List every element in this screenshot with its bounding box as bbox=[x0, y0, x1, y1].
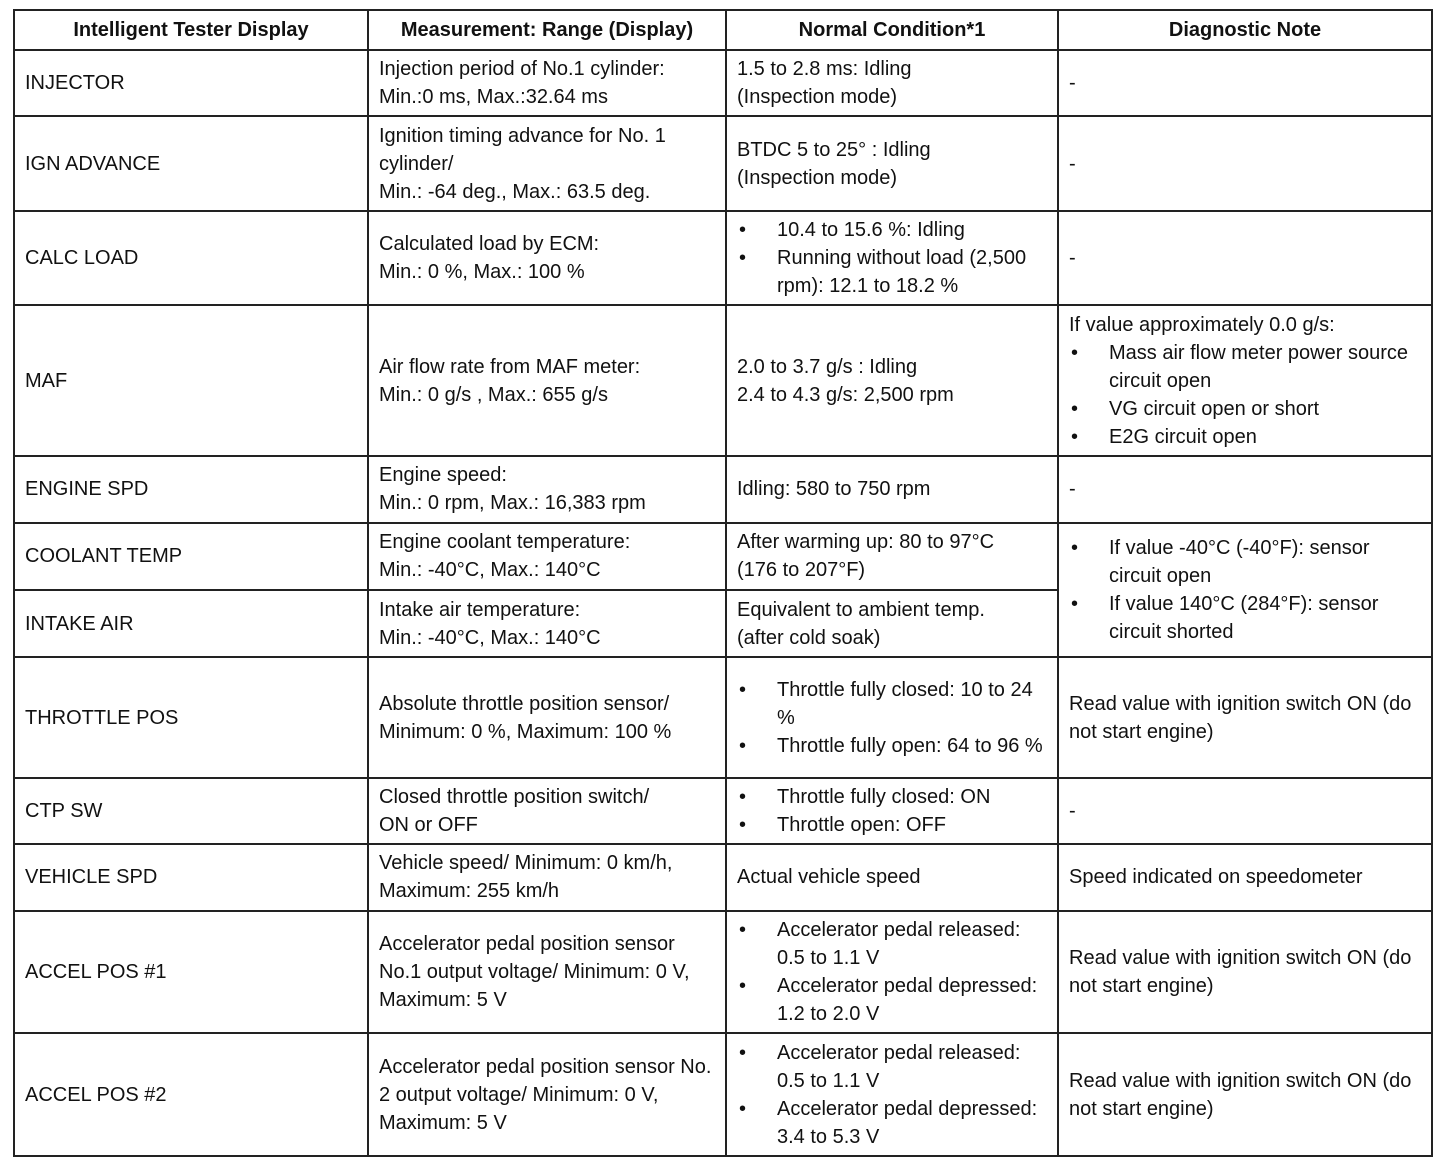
measurement-range: Air flow rate from MAF meter: Min.: 0 g/s , Max.: 655 g/s bbox=[368, 305, 726, 456]
list-item: • Mass air flow meter power source circuit open bbox=[1069, 339, 1421, 395]
item-name: MAF bbox=[14, 305, 368, 456]
data-list-table bbox=[13, 9, 1433, 1157]
list-item: • Throttle fully closed: 10 to 24 % bbox=[737, 676, 1047, 732]
diagnostic-note: If value approximately 0.0 g/s: • Mass air flow meter power source circuit open • VG circuit open or short • E2G circuit open bbox=[1058, 305, 1432, 456]
diagnostic-note: Read value with ignition switch ON (do not start engine) bbox=[1058, 911, 1432, 1034]
item-name: IGN ADVANCE bbox=[14, 116, 368, 211]
table-row bbox=[14, 456, 1432, 522]
list-item: • E2G circuit open bbox=[1069, 423, 1421, 451]
item-name: COOLANT TEMP bbox=[14, 523, 368, 590]
measurement-range: Vehicle speed/ Minimum: 0 km/h, Maximum: 255 km/h bbox=[368, 844, 726, 910]
table-row bbox=[14, 911, 1432, 1034]
list-item: • If value -40°C (-40°F): sensor circuit open bbox=[1069, 534, 1421, 590]
table-row bbox=[14, 523, 1432, 590]
diagnostic-note bbox=[1058, 523, 1432, 658]
item-name: ACCEL POS #1 bbox=[14, 911, 368, 1034]
diagnostic-note: Read value with ignition switch ON (do not start engine) bbox=[1058, 657, 1432, 778]
item-name: VEHICLE SPD bbox=[14, 844, 368, 910]
table-row bbox=[14, 778, 1432, 844]
list-item: • Throttle fully open: 64 to 96 % bbox=[737, 732, 1047, 760]
diagnostic-note: Read value with ignition switch ON (do not start engine) bbox=[1058, 1033, 1432, 1156]
diagnostic-note: - bbox=[1058, 211, 1432, 306]
list-item: • Accelerator pedal released: 0.5 to 1.1 V bbox=[737, 916, 1047, 972]
normal-condition: After warming up: 80 to 97°C (176 to 207°F) bbox=[726, 523, 1058, 590]
normal-condition: Equivalent to ambient temp. (after cold soak) bbox=[726, 590, 1058, 657]
measurement-range: Engine speed: Min.: 0 rpm, Max.: 16,383 rpm bbox=[368, 456, 726, 522]
table-row bbox=[14, 844, 1432, 910]
item-name: CALC LOAD bbox=[14, 211, 368, 306]
measurement-range: Absolute throttle position sensor/ Minimum: 0 %, Maximum: 100 % bbox=[368, 657, 726, 778]
header-normal-condition: Normal Condition*1 bbox=[726, 10, 1058, 50]
list-item: • Accelerator pedal depressed: 1.2 to 2.0 V bbox=[737, 972, 1047, 1028]
diagnostic-note: - bbox=[1058, 116, 1432, 211]
measurement-range: Accelerator pedal position sensor No. 2 output voltage/ Minimum: 0 V, Maximum: 5 V bbox=[368, 1033, 726, 1156]
item-name: ACCEL POS #2 bbox=[14, 1033, 368, 1156]
list-item: • Throttle open: OFF bbox=[737, 811, 1047, 839]
measurement-range: Closed throttle position switch/ ON or OFF bbox=[368, 778, 726, 844]
table-row bbox=[14, 657, 1432, 778]
normal-condition bbox=[726, 911, 1058, 1034]
header-tester-display: Intelligent Tester Display bbox=[14, 10, 368, 50]
measurement-range: Ignition timing advance for No. 1 cylinder/ Min.: -64 deg., Max.: 63.5 deg. bbox=[368, 116, 726, 211]
normal-condition bbox=[726, 211, 1058, 306]
measurement-range: Calculated load by ECM: Min.: 0 %, Max.: 100 % bbox=[368, 211, 726, 306]
list-item: • 10.4 to 15.6 %: Idling bbox=[737, 216, 1047, 244]
normal-condition bbox=[726, 657, 1058, 778]
header-diagnostic-note: Diagnostic Note bbox=[1058, 10, 1432, 50]
list-item: • Accelerator pedal depressed: 3.4 to 5.3 V bbox=[737, 1095, 1047, 1151]
header-row bbox=[14, 10, 1432, 50]
diagnostic-note: - bbox=[1058, 50, 1432, 116]
list-item: • Accelerator pedal released: 0.5 to 1.1 V bbox=[737, 1039, 1047, 1095]
item-name: ENGINE SPD bbox=[14, 456, 368, 522]
list-item: • If value 140°C (284°F): sensor circuit shorted bbox=[1069, 590, 1421, 646]
table-row bbox=[14, 116, 1432, 211]
normal-condition: 1.5 to 2.8 ms: Idling (Inspection mode) bbox=[726, 50, 1058, 116]
measurement-range: Accelerator pedal position sensor No.1 output voltage/ Minimum: 0 V, Maximum: 5 V bbox=[368, 911, 726, 1034]
normal-condition: Actual vehicle speed bbox=[726, 844, 1058, 910]
normal-condition bbox=[726, 778, 1058, 844]
list-item: • Running without load (2,500 rpm): 12.1 to 18.2 % bbox=[737, 244, 1047, 300]
diagnostic-note: Speed indicated on speedometer bbox=[1058, 844, 1432, 910]
normal-condition: 2.0 to 3.7 g/s : Idling 2.4 to 4.3 g/s: 2,500 rpm bbox=[726, 305, 1058, 456]
table-row bbox=[14, 211, 1432, 306]
measurement-range: Injection period of No.1 cylinder: Min.:0 ms, Max.:32.64 ms bbox=[368, 50, 726, 116]
item-name: THROTTLE POS bbox=[14, 657, 368, 778]
diagnostic-note: - bbox=[1058, 456, 1432, 522]
measurement-range: Intake air temperature: Min.: -40°C, Max.: 140°C bbox=[368, 590, 726, 657]
normal-condition: Idling: 580 to 750 rpm bbox=[726, 456, 1058, 522]
normal-condition: BTDC 5 to 25° : Idling (Inspection mode) bbox=[726, 116, 1058, 211]
item-name: CTP SW bbox=[14, 778, 368, 844]
normal-condition bbox=[726, 1033, 1058, 1156]
table-row bbox=[14, 1033, 1432, 1156]
list-item: • VG circuit open or short bbox=[1069, 395, 1421, 423]
item-name: INJECTOR bbox=[14, 50, 368, 116]
item-name: INTAKE AIR bbox=[14, 590, 368, 657]
diagnostic-note: - bbox=[1058, 778, 1432, 844]
table-row bbox=[14, 305, 1432, 456]
table-row bbox=[14, 50, 1432, 116]
header-measurement-range: Measurement: Range (Display) bbox=[368, 10, 726, 50]
measurement-range: Engine coolant temperature: Min.: -40°C, Max.: 140°C bbox=[368, 523, 726, 590]
list-item: • Throttle fully closed: ON bbox=[737, 783, 1047, 811]
